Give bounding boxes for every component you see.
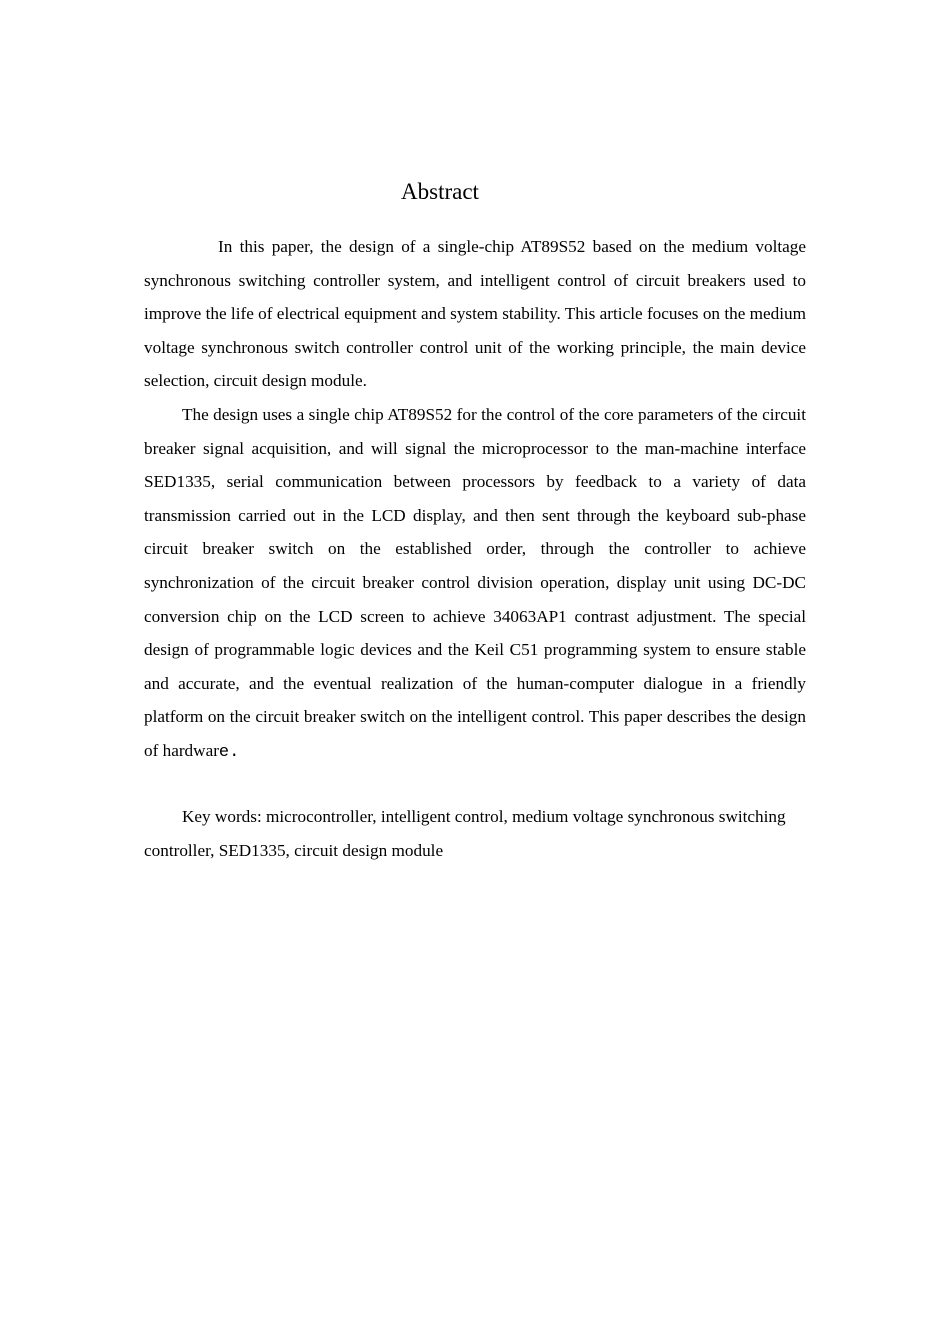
abstract-paragraph-1: In this paper, the design of a single-chip AT89S52 based on the medium voltage synchronous switching controller system, and intelligent control of circuit breakers used to improve the life of electrical equipment and system stability. This article focuses on the medium voltage synchronous switch controller control unit of the working principle, the main device selection, circuit design module. bbox=[144, 237, 806, 391]
abstract-body bbox=[144, 230, 806, 770]
abstract-paragraph-2-ending: e. bbox=[218, 742, 240, 762]
abstract-paragraph-2-text: The design uses a single chip AT89S52 for the control of the core parameters of the circuit breaker signal acquisition, and will signal the microprocessor to the man-machine interface SED1335, serial communication between processors by feedback to a variety of data transmission carried out in the LCD display, and then sent through the keyboard sub-phase circuit breaker switch on the established order, through the controller to achieve synchronization of the circuit breaker control division operation, display unit using DC-DC conversion chip on the LCD screen to achieve 34063AP1 contrast adjustment. The special design of programmable logic devices and the Keil C51 programming system to ensure stable and accurate, and the eventual realization of the human-computer dialogue in a friendly platform on the circuit breaker switch on the intelligent control. This paper describes the design of hardwar bbox=[144, 404, 806, 760]
keywords-section bbox=[144, 800, 806, 867]
abstract-paragraph-2 bbox=[144, 398, 806, 770]
abstract-title: Abstract bbox=[401, 179, 479, 204]
keywords-text: Key words: microcontroller, intelligent control, medium voltage synchronous switching controller, SED1335, circuit design module bbox=[144, 807, 786, 860]
